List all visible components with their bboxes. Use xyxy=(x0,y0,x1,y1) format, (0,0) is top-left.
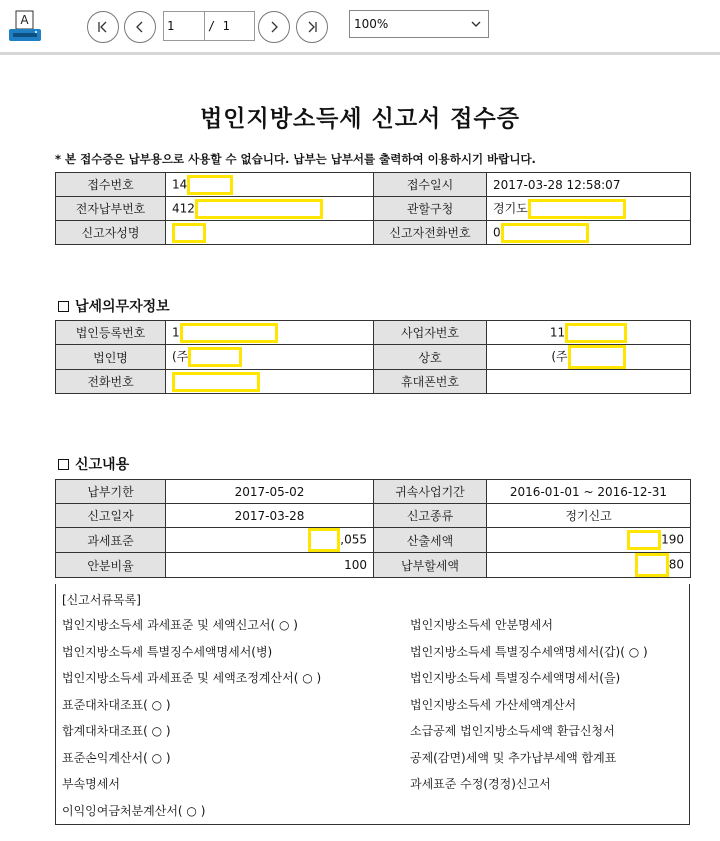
chevron-left-icon xyxy=(132,19,148,35)
taxpayer-table xyxy=(55,320,691,394)
document-title: 법인지방소득세 신고서 접수증 xyxy=(200,106,520,132)
allocation-ratio-value: 100 xyxy=(166,553,374,578)
next-page-button[interactable] xyxy=(258,11,290,43)
reporter-phone-value: 0 xyxy=(487,221,691,245)
list-item: 부속명세서 xyxy=(62,777,120,791)
phone-value xyxy=(166,370,374,394)
redaction-mask xyxy=(565,323,627,343)
redaction-mask xyxy=(635,553,669,577)
print-icon-glyph: A xyxy=(20,13,29,27)
report-table xyxy=(55,479,691,578)
redaction-mask xyxy=(528,199,626,219)
list-item: 법인지방소득세 과세표준 및 세액신고서( ○ ) xyxy=(62,618,298,632)
table-row xyxy=(56,504,691,528)
allocation-ratio-label: 안분비율 xyxy=(56,553,166,578)
corp-name-value: (주 xyxy=(166,345,374,370)
table-row xyxy=(56,370,691,394)
due-date-label: 납부기한 xyxy=(56,480,166,504)
report-section-title: 신고내용 xyxy=(58,454,129,474)
report-documents-box xyxy=(55,584,690,825)
table-row xyxy=(56,173,691,197)
checkbox-square-icon xyxy=(58,459,69,470)
tax-base-value: ,055 xyxy=(166,528,374,553)
list-item: 표준대차대조표( ○ ) xyxy=(62,697,171,712)
current-page-input[interactable]: 1 xyxy=(163,11,205,41)
corp-name-label: 법인명 xyxy=(56,345,166,370)
documents-list-header: [신고서류목록] xyxy=(62,593,141,607)
receipt-datetime-value: 2017-03-28 12:58:07 xyxy=(487,173,691,197)
first-page-button[interactable] xyxy=(87,11,119,43)
list-item: 이익잉여금처분계산서( ○ ) xyxy=(62,803,206,818)
table-row xyxy=(56,221,691,245)
checkbox-square-icon xyxy=(58,301,69,312)
mobile-value xyxy=(487,370,691,394)
redaction-mask xyxy=(568,345,626,369)
last-page-button[interactable] xyxy=(296,11,328,43)
total-pages-label: / 1 xyxy=(205,11,255,41)
due-date-value: 2017-05-02 xyxy=(166,480,374,504)
chevron-down-icon xyxy=(470,18,482,30)
fiscal-period-value: 2016-01-01 ~ 2016-12-31 xyxy=(487,480,691,504)
receipt-datetime-label: 접수일시 xyxy=(374,173,487,197)
receipt-number-label: 접수번호 xyxy=(56,173,166,197)
print-icon[interactable] xyxy=(7,9,43,45)
report-date-label: 신고일자 xyxy=(56,504,166,528)
list-item: 소급공제 법인지방소득세액 환급신청서 xyxy=(410,724,615,738)
list-item: 법인지방소득세 과세표준 및 세액조정계산서( ○ ) xyxy=(62,671,322,685)
jurisdiction-label: 관할구청 xyxy=(374,197,487,221)
redaction-mask xyxy=(172,223,206,243)
table-row xyxy=(56,197,691,221)
report-date-value: 2017-03-28 xyxy=(166,504,374,528)
table-row xyxy=(56,345,691,370)
redaction-mask xyxy=(180,323,278,343)
corp-reg-number-value: 1 xyxy=(166,321,374,345)
list-item: 합계대차대조표( ○ ) xyxy=(62,724,171,738)
jurisdiction-value: 경기도 xyxy=(487,197,691,221)
list-item: 법인지방소득세 안분명세서 xyxy=(410,618,553,632)
report-type-label: 신고종류 xyxy=(374,504,487,528)
epay-number-value: 412 xyxy=(166,197,374,221)
mobile-label: 휴대폰번호 xyxy=(374,370,487,394)
payable-tax-label: 납부할세액 xyxy=(374,553,487,578)
notice-text: * 본 접수증은 납부용으로 사용할 수 없습니다. 납부는 납부서를 출력하여 이용하시기 바랍니다. xyxy=(55,152,536,166)
payable-tax-value: 80 xyxy=(487,553,691,578)
redaction-mask xyxy=(308,528,340,552)
trade-name-label: 상호 xyxy=(374,345,487,370)
document-page xyxy=(0,55,720,841)
taxpayer-section-title: 납세의무자정보 xyxy=(58,296,170,316)
prev-page-button[interactable] xyxy=(124,11,156,43)
redaction-mask xyxy=(627,530,661,550)
reporter-phone-label: 신고자전화번호 xyxy=(374,221,487,245)
chevron-right-icon xyxy=(266,19,282,35)
report-type-value: 정기신고 xyxy=(487,504,691,528)
zoom-value: 100% xyxy=(354,17,389,31)
list-item: 공제(감면)세액 및 추가납부세액 합계표 xyxy=(410,750,617,765)
fiscal-period-label: 귀속사업기간 xyxy=(374,480,487,504)
list-item: 과세표준 수정(경정)신고서 xyxy=(410,777,551,791)
documents-list xyxy=(56,612,689,824)
tax-base-label: 과세표준 xyxy=(56,528,166,553)
computed-tax-label: 산출세액 xyxy=(374,528,487,553)
receipt-number-value: 14 xyxy=(166,173,374,197)
list-item: 법인지방소득세 특별징수세액명세서(병) xyxy=(62,644,273,659)
viewer-toolbar xyxy=(0,0,720,54)
table-row xyxy=(56,321,691,345)
list-item: 법인지방소득세 가산세액계산서 xyxy=(410,697,577,712)
redaction-mask xyxy=(501,223,589,243)
phone-label: 전화번호 xyxy=(56,370,166,394)
list-item: 표준손익계산서( ○ ) xyxy=(62,750,171,765)
table-row xyxy=(56,553,691,578)
reporter-name-value xyxy=(166,221,374,245)
list-item: 법인지방소득세 특별징수세액명세서(을) xyxy=(410,671,621,685)
redaction-mask xyxy=(195,199,323,219)
computed-tax-value: 190 xyxy=(487,528,691,553)
redaction-mask xyxy=(187,175,233,195)
redaction-mask xyxy=(172,372,260,392)
last-page-icon xyxy=(304,19,320,35)
table-row xyxy=(56,480,691,504)
redaction-mask xyxy=(188,347,242,367)
list-item: 법인지방소득세 특별징수세액명세서(갑)( ○ ) xyxy=(410,644,648,659)
first-page-icon xyxy=(95,19,111,35)
business-number-label: 사업자번호 xyxy=(374,321,487,345)
trade-name-value: (주 xyxy=(487,345,691,370)
business-number-value: 11 xyxy=(487,321,691,345)
zoom-select[interactable] xyxy=(349,10,489,38)
reporter-name-label: 신고자성명 xyxy=(56,221,166,245)
receipt-table xyxy=(55,172,691,245)
epay-number-label: 전자납부번호 xyxy=(56,197,166,221)
table-row xyxy=(56,528,691,553)
corp-reg-number-label: 법인등록번호 xyxy=(56,321,166,345)
